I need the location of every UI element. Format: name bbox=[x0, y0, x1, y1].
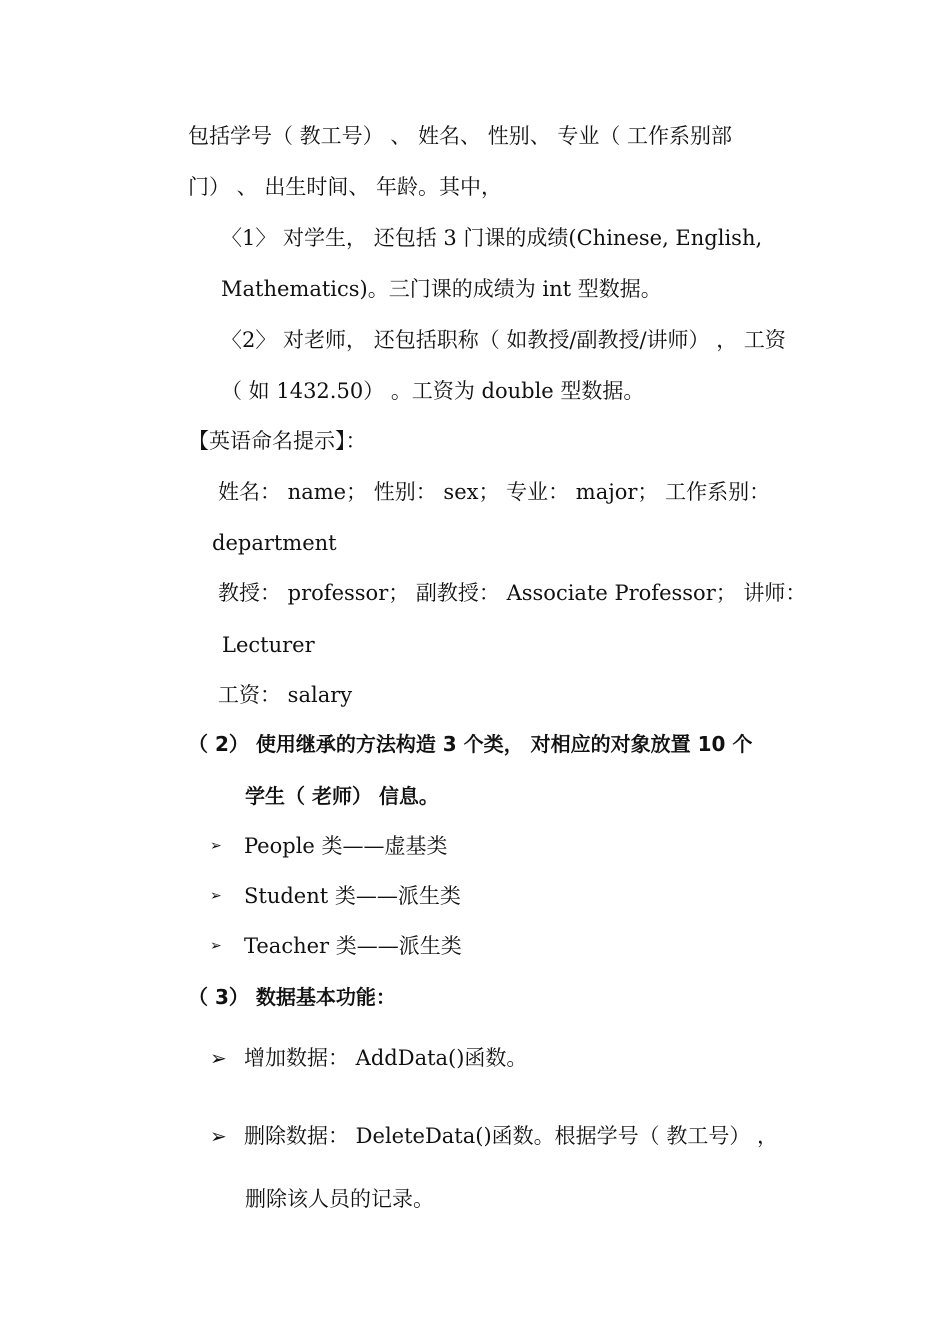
item2-line-2: （ 如 1432.50） 。工资为 double 型数据。 bbox=[221, 379, 645, 403]
arrow-bullet-icon: ➢ bbox=[210, 888, 222, 904]
function-delete-line-2: 删除该人员的记录。 bbox=[245, 1187, 434, 1211]
hint-line-1: 姓名： name； 性别： sex； 专业： major； 工作系别： bbox=[218, 480, 771, 504]
hint-line-5: 工资： salary bbox=[218, 683, 353, 707]
function-item-label: 增加数据： AddData()函数。 bbox=[244, 1046, 528, 1070]
intro-line-2: 门） 、 出生时间、 年龄。其中， bbox=[188, 175, 503, 199]
item1-line-1: 〈1〉 对学生， 还包括 3 门课的成绩(Chinese, English, bbox=[221, 226, 763, 250]
section3-title: （ 3） 数据基本功能： bbox=[188, 985, 396, 1009]
hint-title: 【英语命名提示】： bbox=[188, 429, 367, 453]
function-item-label: 删除数据： DeleteData()函数。根据学号（ 教工号） ， bbox=[244, 1124, 779, 1148]
hint-line-4: Lecturer bbox=[222, 633, 315, 657]
item1-line-2: Mathematics)。三门课的成绩为 int 型数据。 bbox=[221, 277, 662, 301]
hint-line-2: department bbox=[212, 531, 337, 555]
class-item-label: Student 类——派生类 bbox=[244, 884, 461, 908]
class-item-label: Teacher 类——派生类 bbox=[244, 934, 462, 958]
section2-line-1: （ 2） 使用继承的方法构造 3 个类， 对相应的对象放置 10 个 bbox=[188, 732, 753, 756]
item2-line-1: 〈2〉 对老师， 还包括职称（ 如教授/副教授/讲师） ， 工资 bbox=[221, 328, 786, 352]
hint-line-3: 教授： professor； 副教授： Associate Professor； 讲师： bbox=[218, 581, 807, 605]
arrow-bullet-icon: ➢ bbox=[210, 1046, 227, 1070]
arrow-bullet-icon: ➢ bbox=[210, 838, 222, 854]
section2-line-2: 学生（ 老师） 信息。 bbox=[245, 784, 439, 808]
class-item-label: People 类——虚基类 bbox=[244, 834, 448, 858]
arrow-bullet-icon: ➢ bbox=[210, 1124, 227, 1148]
arrow-bullet-icon: ➢ bbox=[210, 938, 222, 954]
intro-line-1: 包括学号（ 教工号） 、 姓名、 性别、 专业（ 工作系别部 bbox=[188, 124, 733, 148]
